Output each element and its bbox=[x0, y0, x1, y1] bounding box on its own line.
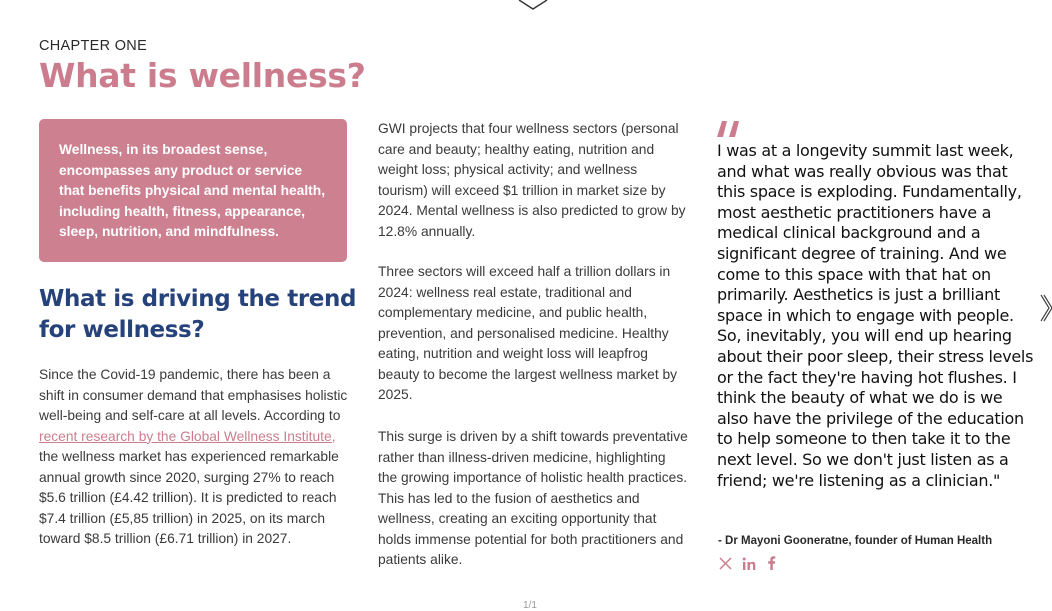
chapter-label: CHAPTER ONE bbox=[39, 38, 148, 54]
quote-mark-icon bbox=[717, 121, 741, 137]
x-icon[interactable] bbox=[718, 555, 733, 571]
column2-paragraph-1: GWI projects that four wellness sectors (personal care and beauty; healthy eating, nutrition and weight loss; physical activity; and wellness tourism) will exceed $1 trillion in market size by 2024. Mental wellness is also predicted to grow by 12.8% annually. bbox=[378, 121, 686, 239]
page-indicator: 1/1 bbox=[523, 600, 537, 611]
pull-quote: I was at a longevity summit last week, and what was really obvious was that this space is exploding. Fundamentally, most aesthetic practitioners have a medical clinical background and a significant degree of training. And we come to this space with that hat on primarily. Aesthetics is just a brilliant space in which to engage with people. So, inevitably, you will end up hearing about their poor sleep, their stress levels or the fact they're having hot flushes. I think the beauty of what we do is we also have the privilege of the education to help someone to then take it to the next level. So we don't just listen as a friend; we're listening as a clinician." bbox=[717, 141, 1034, 490]
social-links bbox=[718, 555, 779, 571]
page-title: What is wellness? bbox=[39, 56, 366, 95]
paragraph-text: the wellness market has experienced remarkable annual growth since 2020, surging 27% to reach $5.6 trillion (£4.42 trillion). It is predicted to reach $7.4 trillion (£5,85 trillion) in 2025, on its march toward $8.5 trillion (£6.71 trillion) in 2027. bbox=[39, 449, 339, 546]
chevron-down-icon[interactable] bbox=[517, 0, 549, 12]
column2-paragraph-3: This surge is driven by a shift towards preventative rather than illness-driven medicine, highlighting the growing importance of holistic health practices. This has led to the fusion of aesthetics and wellness, creating an exciting opportunity that holds immense potential for both practitioners and patients alike. bbox=[378, 429, 688, 567]
research-link[interactable]: recent research by the Global Wellness Institute, bbox=[39, 428, 336, 444]
chevron-right-icon[interactable] bbox=[1038, 292, 1052, 324]
quote-attribution: - Dr Mayoni Gooneratne, founder of Human Health bbox=[718, 535, 993, 547]
section-paragraph bbox=[39, 365, 351, 550]
linkedin-icon[interactable] bbox=[741, 555, 756, 571]
column2-paragraph-2: Three sectors will exceed half a trillion dollars in 2024: wellness real estate, traditional and complementary medicine, and public health, prevention, and personalised medicine. Healthy eating, nutrition and weight loss will leapfrog beauty to become the largest wellness market by 2025. bbox=[378, 264, 678, 402]
paragraph-text: Since the Covid-19 pandemic, there has been a shift in consumer demand that emphasises holistic well-being and self-care at all levels. According to bbox=[39, 367, 348, 423]
section-heading: What is driving the trend for wellness? bbox=[39, 286, 357, 343]
definition-callout: Wellness, in its broadest sense, encompasses any product or service that benefits physical and mental health, including health, fitness, appearance, sleep, nutrition, and mindfulness. bbox=[39, 119, 347, 262]
facebook-icon[interactable] bbox=[764, 555, 779, 571]
